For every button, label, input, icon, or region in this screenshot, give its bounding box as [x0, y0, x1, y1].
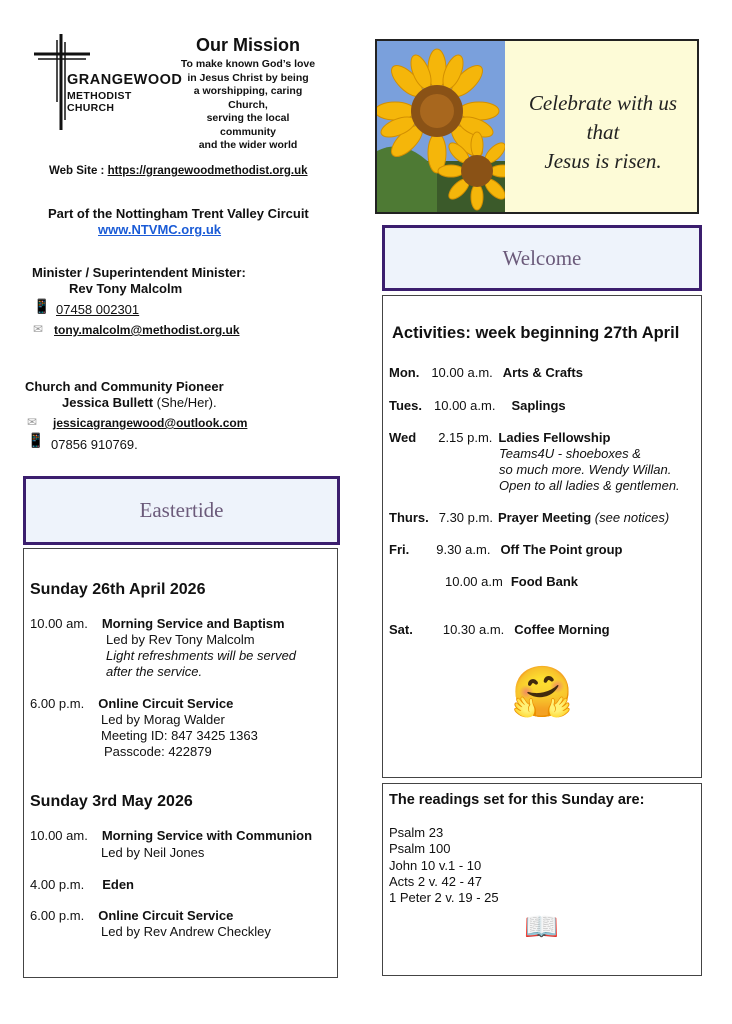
reading-item: John 10 v.1 - 10	[389, 857, 482, 873]
envelope-icon: ✉	[27, 415, 38, 429]
pioneer-title: Church and Community Pioneer	[25, 379, 224, 394]
activity-wed-notes: Teams4U - shoeboxes & so much more. Wendy Willan. Open to all ladies & gentlemen.	[499, 446, 680, 493]
sunflower-icon	[377, 41, 505, 212]
reading-item: Psalm 23	[389, 825, 444, 840]
open-book-icon: 📖	[524, 911, 559, 942]
readings-title: The readings set for this Sunday are:	[389, 792, 645, 808]
service-item: 10.00 am. Morning Service and Baptism	[30, 616, 285, 631]
logo-subname: METHODIST CHURCH	[67, 90, 132, 114]
activity-sat: Sat. 10.30 a.m. Coffee Morning	[389, 622, 610, 637]
sunday2-heading: Sunday 3rd May 2026	[30, 793, 193, 810]
reading-item: 1 Peter 2 v. 19 - 25	[389, 890, 499, 906]
activities-panel	[382, 295, 702, 778]
service-item: 6.00 p.m. Online Circuit Service	[30, 696, 234, 711]
activity-wed: Wed 2.15 p.m. Ladies Fellowship	[389, 430, 611, 445]
website-link[interactable]: https://grangewoodmethodist.org.uk	[107, 165, 308, 177]
church-logo	[30, 32, 183, 132]
mission-title: Our Mission	[195, 35, 300, 55]
pioneer-phone: 07856 910769.	[51, 437, 138, 452]
welcome-banner: Welcome	[382, 225, 702, 291]
activity-foodbank: 10.00 a.m Food Bank	[445, 574, 578, 589]
mission-text: To make known God’s love in Jesus Christ by being a worshipping, caring Church, serving the local community and the wider world	[180, 58, 316, 151]
readings-list	[389, 825, 499, 906]
sunday1-heading: Sunday 26th April 2026	[30, 581, 206, 598]
service-item: 6.00 p.m. Online Circuit Service	[30, 908, 234, 923]
minister-name: Rev Tony Malcolm	[69, 281, 183, 296]
circuit-text: Part of the Nottingham Trent Valley Circuit	[48, 206, 309, 221]
website-label: Web Site :	[49, 165, 108, 177]
hugging-face-icon: 🤗	[511, 664, 574, 720]
activity-mon: Mon. 10.00 a.m. Arts & Crafts	[389, 365, 583, 380]
services-panel	[23, 548, 338, 978]
service-details: Led by Morag Walder Meeting ID: 847 3425 1363 Passcode: 422879	[101, 712, 258, 759]
circuit-link[interactable]: www.NTVMC.org.uk	[98, 222, 222, 237]
activity-tues: Tues. 10.00 a.m. Saplings	[389, 398, 566, 413]
envelope-icon: ✉	[33, 322, 44, 336]
pioneer-name-line	[62, 395, 217, 410]
eastertide-banner: Eastertide	[23, 476, 340, 545]
celebrate-text: Celebrate with us that Jesus is risen.	[528, 91, 678, 173]
website-line	[49, 165, 308, 177]
service-details: Led by Rev Andrew Checkley	[101, 924, 271, 939]
logo-name: GRANGEWOOD	[67, 72, 183, 88]
minister-phone[interactable]: 07458 002301	[56, 302, 140, 317]
minister-email[interactable]: tony.malcolm@methodist.org.uk	[54, 323, 240, 337]
service-details: Led by Rev Tony Malcolm Light refreshments will be served after the service.	[106, 632, 297, 679]
minister-title: Minister / Superintendent Minister:	[32, 265, 246, 280]
phone-icon: 📱	[33, 298, 51, 314]
pioneer-pronouns: (She/Her).	[153, 395, 217, 410]
pioneer-email[interactable]: jessicagrangewood@outlook.com	[53, 416, 248, 430]
activity-fri: Fri. 9.30 a.m. Off The Point group	[389, 542, 623, 557]
service-item: 4.00 p.m. Eden	[30, 877, 134, 892]
readings-panel	[382, 783, 702, 976]
celebrate-card	[375, 39, 699, 214]
pioneer-name: Jessica Bullett	[62, 395, 154, 410]
phone-icon: 📱	[27, 432, 45, 448]
service-item: 10.00 am. Morning Service with Communion	[30, 828, 313, 843]
reading-item: Psalm 100	[389, 841, 451, 857]
activity-thurs: Thurs. 7.30 p.m. Prayer Meeting (see notices)	[389, 510, 670, 525]
reading-item: Acts 2 v. 42 - 47	[389, 873, 482, 889]
sunflower-image	[377, 41, 505, 212]
service-details: Led by Neil Jones	[101, 845, 205, 860]
activities-title: Activities: week beginning 27th April	[392, 324, 680, 342]
